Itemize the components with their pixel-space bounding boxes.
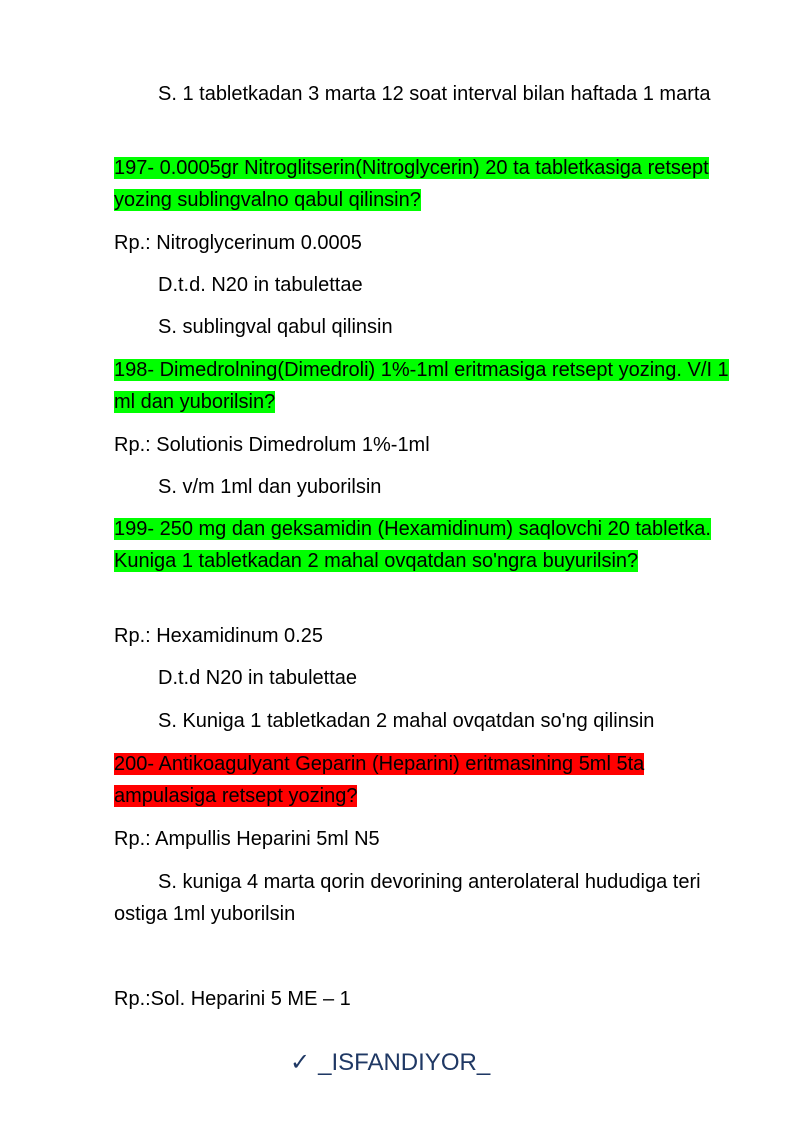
signa-198: S. v/m 1ml dan yuborilsin — [158, 476, 382, 498]
checkmark-icon: ✓ — [290, 1049, 311, 1076]
signa-197: S. sublingval qabul qilinsin — [158, 316, 393, 338]
question-198 — [114, 354, 730, 418]
rp-197: Rp.: Nitroglycerinum 0.0005 — [114, 232, 362, 254]
signature — [290, 1048, 490, 1078]
question-197 — [114, 152, 730, 216]
dtd-199: D.t.d N20 in tabulettae — [158, 667, 358, 689]
signature-text: _ISFANDIYOR_ — [318, 1049, 491, 1076]
dtd-197: D.t.d. N20 in tabulettae — [158, 274, 363, 296]
rp-200-alt: Rp.:Sol. Heparini 5 ME – 1 — [114, 988, 351, 1010]
question-200-text: 200- Antikoagulyant Geparin (Heparini) eritmasining 5ml 5ta ampulasiga retsept yozing? — [114, 753, 645, 807]
rp-200: Rp.: Ampullis Heparini 5ml N5 — [114, 828, 380, 850]
question-197-text: 197- 0.0005gr Nitroglitserin(Nitroglycerin) 20 ta tabletkasiga retsept yozing sublingvalno qabul qilinsin? — [114, 157, 709, 211]
signa-199: S. Kuniga 1 tabletkadan 2 mahal ovqatdan so'ng qilinsin — [158, 710, 655, 732]
question-200 — [114, 748, 730, 812]
question-198-text: 198- Dimedrolning(Dimedroli) 1%-1ml eritmasiga retsept yozing. V/I 1 ml dan yuborilsin? — [114, 359, 729, 413]
dosage-instruction-text: S. 1 tabletkadan 3 marta 12 soat interval bilan haftada 1 marta — [158, 83, 711, 105]
question-199 — [114, 513, 730, 577]
signa-200: S. kuniga 4 marta qorin devorining anterolateral hududiga teri ostiga 1ml yuborilsin — [114, 871, 701, 925]
rp-199: Rp.: Hexamidinum 0.25 — [114, 625, 323, 647]
rp-198: Rp.: Solutionis Dimedrolum 1%-1ml — [114, 434, 430, 456]
question-199-text: 199- 250 mg dan geksamidin (Hexamidinum) saqlovchi 20 tabletka. Kuniga 1 tabletkadan 2 mahal ovqatdan so'ngra buyurilsin? — [114, 518, 711, 572]
